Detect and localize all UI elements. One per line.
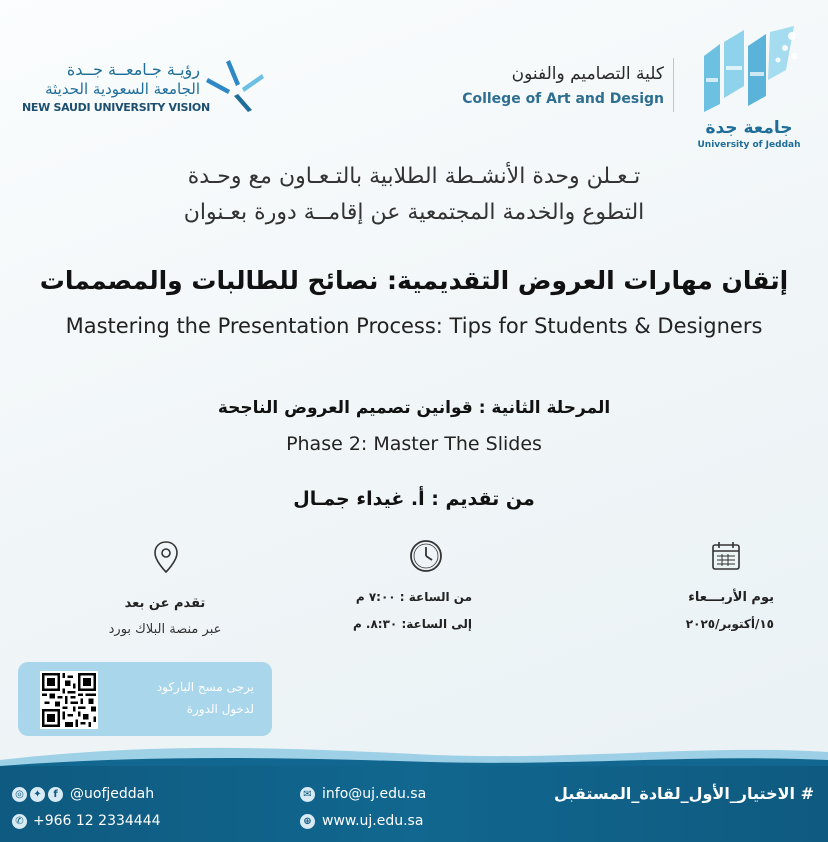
instagram-icon[interactable]: ◎: [12, 787, 27, 802]
vision-title-ar: رؤيـة جـامعــة جــدة: [66, 60, 200, 79]
facebook-icon[interactable]: f: [48, 787, 63, 802]
event-time-from: من الساعة : ٧:٠٠ م: [355, 590, 472, 604]
phone-icon: ✆: [12, 814, 27, 829]
university-logo-mark: [690, 26, 808, 116]
website-link[interactable]: www.uj.edu.sa: [322, 813, 424, 829]
college-name-ar: كلية التصاميم والفنون: [511, 64, 664, 84]
vision-logo-icon: [200, 54, 272, 114]
qr-instruction-line-1: يرجى مسح الباركود: [156, 680, 254, 694]
footer-hashtag: # الاختيار_الأول_لقادة_المستقبل: [554, 784, 814, 803]
delivery-mode: تقدم عن بعد: [124, 596, 206, 611]
email-address[interactable]: info@uj.edu.sa: [322, 786, 427, 802]
qr-registration-card: [18, 662, 272, 736]
course-title-ar: إتقان مهارات العروض التقديمية: نصائح للطالبات والمصممات: [39, 266, 789, 295]
qr-instruction-line-2: لدخول الدورة: [186, 702, 254, 716]
calendar-icon: [710, 540, 742, 572]
university-name-ar: جامعة جدة: [705, 118, 793, 138]
globe-icon: ⊕: [300, 814, 315, 829]
header-divider: [673, 58, 674, 112]
intro-line-1: تـعـلن وحدة الأنشـطة الطلابية بالتـعـاون مع وحـدة: [187, 164, 641, 189]
university-name-en: University of Jeddah: [697, 140, 801, 150]
vision-subtitle-ar: الجامعة السعودية الحديثة: [45, 80, 200, 98]
phone-number[interactable]: +966 12 2334444: [33, 813, 161, 829]
presenter-name: من تقديم : أ. غيداء جمـال: [293, 488, 535, 510]
event-day: يوم الأربـــعاء: [688, 590, 774, 605]
intro-line-2: التطوع والخدمة المجتمعية عن إقامــة دورة بعـنوان: [183, 200, 645, 225]
qr-code[interactable]: [40, 671, 98, 729]
college-name-en: College of Art and Design: [462, 91, 664, 107]
email-icon: ✉: [300, 787, 315, 802]
university-of-jeddah-logo: [690, 26, 808, 148]
qr-code-icon: [42, 673, 96, 727]
event-time-to: إلى الساعة: ٨:٣٠. م: [352, 617, 472, 631]
course-title-en: Mastering the Presentation Process: Tips for Students & Designers: [65, 314, 763, 338]
phase-title-ar: المرحلة الثانية : قوانين تصميم العروض الناجحة: [217, 398, 611, 418]
social-handle[interactable]: @uofjeddah: [70, 786, 155, 802]
location-pin-icon: [152, 540, 180, 574]
twitter-icon[interactable]: ✦: [30, 787, 45, 802]
vision-title-en: NEW SAUDI UNIVERSITY VISION: [22, 101, 210, 114]
footer-bar: [0, 766, 828, 842]
clock-icon: [408, 538, 444, 574]
phase-title-en: Phase 2: Master The Slides: [286, 433, 542, 455]
event-date: ١٥/أكتوبر/٢٠٢٥: [685, 617, 774, 631]
delivery-platform: عبر منصة البلاك بورد: [108, 622, 222, 637]
